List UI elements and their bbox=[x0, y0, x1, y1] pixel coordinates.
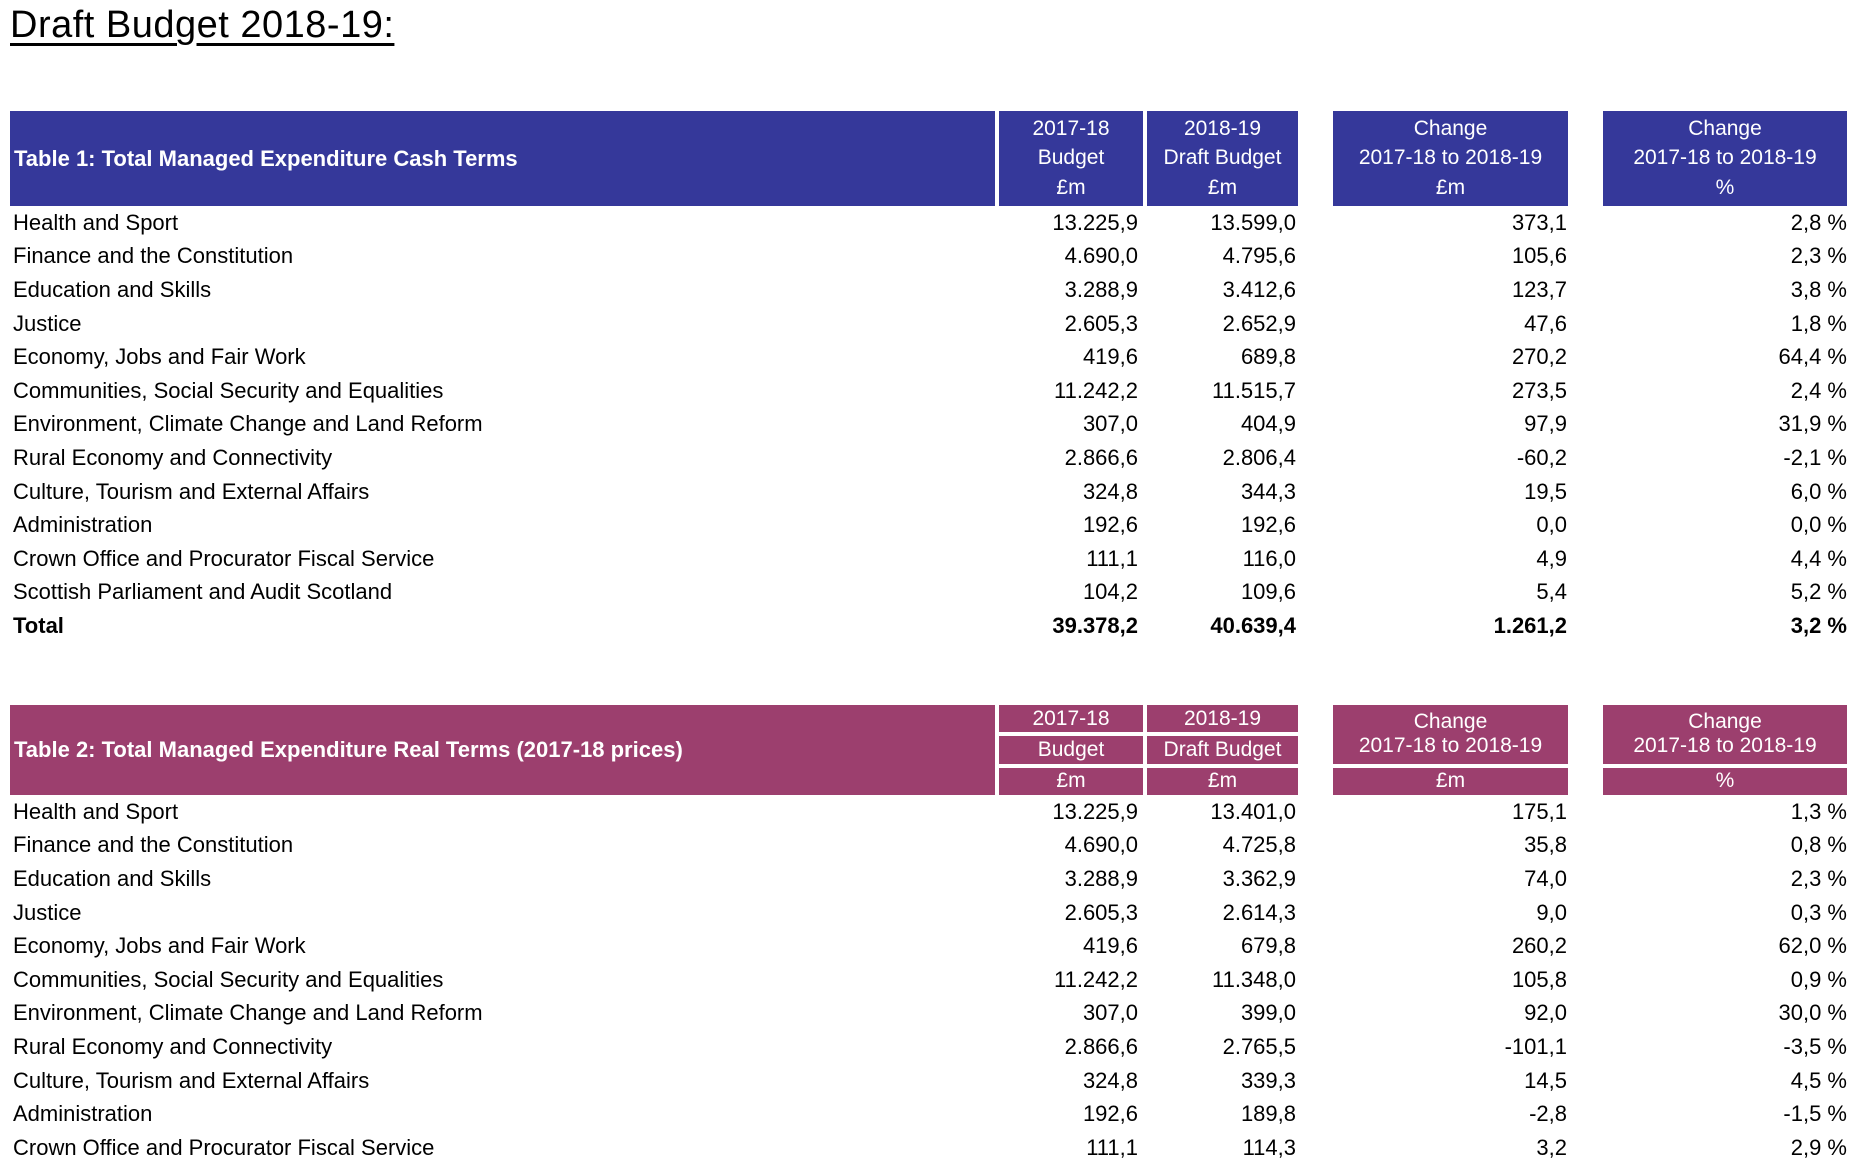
table-1-rows bbox=[10, 206, 1847, 643]
row-label: Finance and the Constitution bbox=[13, 243, 294, 269]
table-row bbox=[10, 997, 1847, 1031]
change-m-value: 105,8 bbox=[1511, 966, 1567, 992]
col-header-line: Draft Budget bbox=[1163, 146, 1282, 170]
col-header-line: Budget bbox=[999, 736, 1143, 763]
change-pct-value: 5,2 % bbox=[1790, 579, 1847, 605]
table-row bbox=[10, 929, 1847, 963]
change-m-value: 1.261,2 bbox=[1493, 612, 1567, 638]
draft-budget-2018-19-value: 11.515,7 bbox=[1211, 377, 1296, 403]
row-label: Justice bbox=[13, 899, 82, 925]
column-gap bbox=[1568, 111, 1603, 206]
col-header-line: Draft Budget bbox=[1147, 736, 1298, 763]
table-row bbox=[10, 240, 1847, 274]
change-m-value: 19,5 bbox=[1524, 478, 1567, 504]
budget-2017-18-value: 307,0 bbox=[1082, 1000, 1138, 1026]
draft-budget-2018-19-value: 2.806,4 bbox=[1222, 444, 1296, 470]
table-row bbox=[10, 862, 1847, 896]
draft-budget-2018-19-value: 189,8 bbox=[1240, 1101, 1296, 1127]
row-label: Culture, Tourism and External Affairs bbox=[13, 1067, 370, 1093]
col-header-line: £m bbox=[1333, 768, 1568, 795]
table-2-header bbox=[10, 705, 1847, 795]
change-m-value: -60,2 bbox=[1516, 444, 1567, 470]
col-header-line: £m bbox=[1207, 176, 1238, 200]
draft-budget-2018-19-value: 40.639,4 bbox=[1210, 612, 1296, 638]
table-row bbox=[10, 576, 1847, 610]
change-pct-value: 64,4 % bbox=[1778, 344, 1847, 370]
budget-2017-18-value: 4.690,0 bbox=[1064, 832, 1138, 858]
table-row bbox=[10, 408, 1847, 442]
change-pct-value: 2,9 % bbox=[1790, 1134, 1847, 1160]
col-header-line: 2017-18 to 2018-19 bbox=[1633, 734, 1817, 758]
change-m-value: -101,1 bbox=[1504, 1033, 1567, 1059]
table-1-col-budget-2017-18-header bbox=[999, 111, 1143, 206]
row-label: Communities, Social Security and Equalities bbox=[13, 966, 444, 992]
change-m-value: 5,4 bbox=[1536, 579, 1567, 605]
budget-2017-18-value: 104,2 bbox=[1082, 579, 1138, 605]
row-label: Crown Office and Procurator Fiscal Service bbox=[13, 1134, 435, 1160]
change-m-value: 35,8 bbox=[1524, 832, 1567, 858]
change-m-value: 260,2 bbox=[1511, 933, 1567, 959]
col-header-line: % bbox=[1715, 176, 1735, 200]
table-1-col-change-m-header bbox=[1333, 111, 1568, 206]
change-m-value: 373,1 bbox=[1511, 209, 1567, 235]
table-row bbox=[10, 1030, 1847, 1064]
change-pct-value: 30,0 % bbox=[1778, 1000, 1847, 1026]
page-title: Draft Budget 2018-19: bbox=[10, 4, 395, 46]
budget-2017-18-value: 11.242,2 bbox=[1053, 377, 1138, 403]
change-pct-value: 31,9 % bbox=[1778, 411, 1847, 437]
change-m-value: 270,2 bbox=[1511, 344, 1567, 370]
row-label: Economy, Jobs and Fair Work bbox=[13, 344, 306, 370]
change-m-value: 0,0 bbox=[1536, 512, 1567, 538]
col-header-line: Change bbox=[1413, 116, 1488, 140]
table-1-cash-terms bbox=[10, 111, 1847, 643]
change-pct-value: -3,5 % bbox=[1783, 1033, 1847, 1059]
change-m-value: 47,6 bbox=[1524, 310, 1567, 336]
table-row bbox=[10, 896, 1847, 930]
table-row bbox=[10, 206, 1847, 240]
budget-2017-18-value: 192,6 bbox=[1082, 512, 1138, 538]
col-header-line: 2018-19 bbox=[1147, 705, 1298, 732]
col-header-line: Change bbox=[1688, 116, 1762, 140]
table-2-col-change-m-header bbox=[1333, 705, 1568, 795]
draft-budget-2018-19-value: 114,3 bbox=[1242, 1134, 1296, 1160]
table-row bbox=[10, 542, 1847, 576]
table-2-col-budget-2017-18-header bbox=[999, 705, 1143, 795]
col-header-line: Change bbox=[1413, 710, 1488, 734]
row-label: Communities, Social Security and Equalities bbox=[13, 377, 444, 403]
draft-budget-2018-19-value: 116,0 bbox=[1242, 545, 1296, 571]
row-label: Administration bbox=[13, 1101, 153, 1127]
change-m-value: 92,0 bbox=[1524, 1000, 1567, 1026]
change-pct-value: 1,8 % bbox=[1790, 310, 1847, 336]
col-header-line: Budget bbox=[1037, 146, 1105, 170]
row-label: Total bbox=[13, 612, 64, 638]
change-pct-value: -2,1 % bbox=[1783, 444, 1847, 470]
table-row bbox=[10, 1064, 1847, 1098]
row-label: Justice bbox=[13, 310, 82, 336]
change-pct-value: 0,8 % bbox=[1790, 832, 1847, 858]
change-pct-value: 0,9 % bbox=[1790, 966, 1847, 992]
draft-budget-2018-19-value: 13.599,0 bbox=[1210, 209, 1296, 235]
budget-2017-18-value: 2.866,6 bbox=[1064, 444, 1138, 470]
col-header-line: 2017-18 bbox=[999, 705, 1143, 732]
draft-budget-2018-19-value: 2.652,9 bbox=[1222, 310, 1296, 336]
budget-2017-18-value: 11.242,2 bbox=[1053, 966, 1138, 992]
table-2-rows bbox=[10, 795, 1847, 1165]
col-header-line: £m bbox=[1056, 176, 1086, 200]
draft-budget-2018-19-value: 399,0 bbox=[1240, 1000, 1296, 1026]
row-label: Culture, Tourism and External Affairs bbox=[13, 478, 370, 504]
col-header-line: 2017-18 bbox=[1032, 116, 1110, 140]
draft-budget-2018-19-value: 11.348,0 bbox=[1211, 966, 1296, 992]
table-row bbox=[10, 829, 1847, 863]
col-header-group bbox=[1333, 705, 1568, 764]
row-label: Scottish Parliament and Audit Scotland bbox=[13, 579, 393, 605]
draft-budget-2018-19-value: 679,8 bbox=[1240, 933, 1296, 959]
change-pct-value: 62,0 % bbox=[1778, 933, 1847, 959]
draft-budget-2018-19-value: 689,8 bbox=[1240, 344, 1296, 370]
col-header-line: £m bbox=[1435, 176, 1466, 200]
row-label: Economy, Jobs and Fair Work bbox=[13, 933, 306, 959]
table-row bbox=[10, 609, 1847, 643]
budget-2017-18-value: 4.690,0 bbox=[1064, 243, 1138, 269]
table-row bbox=[10, 1097, 1847, 1131]
change-pct-value: 2,3 % bbox=[1790, 865, 1847, 891]
table-row bbox=[10, 1131, 1847, 1165]
table-1-col-draft-budget-2018-19-header bbox=[1147, 111, 1298, 206]
change-pct-value: 3,2 % bbox=[1790, 612, 1847, 638]
budget-2017-18-value: 2.866,6 bbox=[1064, 1033, 1138, 1059]
change-m-value: 9,0 bbox=[1536, 899, 1567, 925]
col-header-line: 2017-18 to 2018-19 bbox=[1358, 734, 1543, 758]
draft-budget-2018-19-value: 4.795,6 bbox=[1222, 243, 1296, 269]
budget-2017-18-value: 39.378,2 bbox=[1052, 612, 1138, 638]
budget-2017-18-value: 419,6 bbox=[1082, 344, 1138, 370]
row-label: Crown Office and Procurator Fiscal Service bbox=[13, 545, 435, 571]
row-label: Finance and the Constitution bbox=[13, 832, 294, 858]
table-row bbox=[10, 307, 1847, 341]
table-row bbox=[10, 475, 1847, 509]
col-header-line: 2018-19 bbox=[1183, 116, 1262, 140]
table-row bbox=[10, 795, 1847, 829]
table-1-header bbox=[10, 111, 1847, 206]
change-m-value: 14,5 bbox=[1524, 1067, 1567, 1093]
col-header-line: £m bbox=[1147, 768, 1298, 795]
change-pct-value: 6,0 % bbox=[1790, 478, 1847, 504]
budget-2017-18-value: 3.288,9 bbox=[1064, 276, 1138, 302]
table-2-col-change-pct-header bbox=[1603, 705, 1847, 795]
change-pct-value: 2,3 % bbox=[1790, 243, 1847, 269]
change-pct-value: -1,5 % bbox=[1783, 1101, 1847, 1127]
column-gap bbox=[1298, 705, 1333, 795]
change-m-value: 97,9 bbox=[1524, 411, 1567, 437]
table-1-col-change-pct-header bbox=[1603, 111, 1847, 206]
col-header-group bbox=[1603, 705, 1847, 764]
change-pct-value: 0,0 % bbox=[1790, 512, 1847, 538]
row-label: Rural Economy and Connectivity bbox=[13, 444, 333, 470]
change-pct-value: 3,8 % bbox=[1790, 276, 1847, 302]
change-m-value: 3,2 bbox=[1536, 1134, 1567, 1160]
row-label: Environment, Climate Change and Land Reform bbox=[13, 1000, 483, 1026]
col-header-line: 2017-18 to 2018-19 bbox=[1358, 146, 1543, 170]
change-m-value: 74,0 bbox=[1524, 865, 1567, 891]
budget-2017-18-value: 2.605,3 bbox=[1064, 310, 1138, 336]
draft-budget-2018-19-value: 339,3 bbox=[1240, 1067, 1296, 1093]
draft-budget-2018-19-value: 3.412,6 bbox=[1222, 276, 1296, 302]
table-2-real-terms bbox=[10, 705, 1847, 1165]
change-m-value: 273,5 bbox=[1511, 377, 1567, 403]
table-2-title: Table 2: Total Managed Expenditure Real Terms (2017-18 prices) bbox=[10, 705, 995, 795]
change-pct-value: 4,4 % bbox=[1790, 545, 1847, 571]
column-gap bbox=[1298, 111, 1333, 206]
table-row bbox=[10, 340, 1847, 374]
col-header-line: £m bbox=[999, 768, 1143, 795]
table-row bbox=[10, 441, 1847, 475]
budget-2017-18-value: 111,1 bbox=[1086, 1134, 1138, 1160]
change-m-value: 4,9 bbox=[1536, 545, 1567, 571]
budget-2017-18-value: 2.605,3 bbox=[1064, 899, 1138, 925]
row-label: Education and Skills bbox=[13, 276, 212, 302]
change-pct-value: 0,3 % bbox=[1790, 899, 1847, 925]
column-gap bbox=[1568, 705, 1603, 795]
draft-budget-2018-19-value: 2.614,3 bbox=[1222, 899, 1296, 925]
budget-2017-18-value: 111,1 bbox=[1086, 545, 1138, 571]
change-m-value: 123,7 bbox=[1511, 276, 1567, 302]
change-m-value: 175,1 bbox=[1511, 798, 1567, 824]
draft-budget-2018-19-value: 404,9 bbox=[1240, 411, 1296, 437]
draft-budget-2018-19-value: 2.765,5 bbox=[1222, 1033, 1296, 1059]
col-header-line: % bbox=[1603, 768, 1847, 795]
table-row bbox=[10, 508, 1847, 542]
col-header-line: Change bbox=[1688, 710, 1762, 734]
change-pct-value: 1,3 % bbox=[1790, 798, 1847, 824]
draft-budget-2018-19-value: 192,6 bbox=[1240, 512, 1296, 538]
budget-2017-18-value: 324,8 bbox=[1082, 1067, 1138, 1093]
table-row bbox=[10, 963, 1847, 997]
draft-budget-2018-19-value: 4.725,8 bbox=[1222, 832, 1296, 858]
budget-2017-18-value: 192,6 bbox=[1082, 1101, 1138, 1127]
change-m-value: 105,6 bbox=[1511, 243, 1567, 269]
row-label: Administration bbox=[13, 512, 153, 538]
change-pct-value: 4,5 % bbox=[1790, 1067, 1847, 1093]
budget-2017-18-value: 324,8 bbox=[1082, 478, 1138, 504]
budget-2017-18-value: 3.288,9 bbox=[1064, 865, 1138, 891]
budget-2017-18-value: 13.225,9 bbox=[1052, 798, 1138, 824]
table-1-title: Table 1: Total Managed Expenditure Cash Terms bbox=[10, 111, 995, 206]
draft-budget-2018-19-value: 3.362,9 bbox=[1222, 865, 1296, 891]
budget-2017-18-value: 419,6 bbox=[1082, 933, 1138, 959]
draft-budget-2018-19-value: 344,3 bbox=[1240, 478, 1296, 504]
row-label: Education and Skills bbox=[13, 865, 212, 891]
budget-2017-18-value: 13.225,9 bbox=[1052, 209, 1138, 235]
table-row bbox=[10, 273, 1847, 307]
change-pct-value: 2,4 % bbox=[1790, 377, 1847, 403]
row-label: Health and Sport bbox=[13, 798, 179, 824]
change-pct-value: 2,8 % bbox=[1790, 209, 1847, 235]
row-label: Rural Economy and Connectivity bbox=[13, 1033, 333, 1059]
row-label: Environment, Climate Change and Land Reform bbox=[13, 411, 483, 437]
budget-2017-18-value: 307,0 bbox=[1082, 411, 1138, 437]
draft-budget-2018-19-value: 13.401,0 bbox=[1210, 798, 1296, 824]
draft-budget-2018-19-value: 109,6 bbox=[1240, 579, 1296, 605]
table-2-col-draft-budget-2018-19-header bbox=[1147, 705, 1298, 795]
row-label: Health and Sport bbox=[13, 209, 179, 235]
table-row bbox=[10, 374, 1847, 408]
col-header-line: 2017-18 to 2018-19 bbox=[1633, 146, 1817, 170]
change-m-value: -2,8 bbox=[1529, 1101, 1567, 1127]
